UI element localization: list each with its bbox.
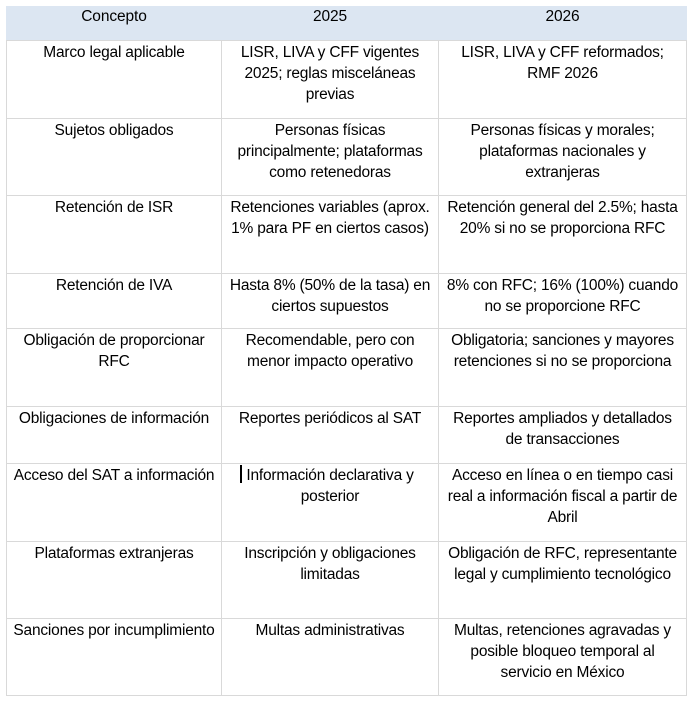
cell-2025[interactable]: Multas administrativas bbox=[222, 618, 439, 695]
comparison-table bbox=[6, 6, 687, 696]
cell-2026[interactable]: Obligatoria; sanciones y mayores retenciones si no se proporciona bbox=[439, 328, 687, 406]
table-body bbox=[7, 40, 687, 695]
cell-2025[interactable]: Personas físicas principalmente; plataformas como retenedoras bbox=[222, 118, 439, 195]
cell-concepto[interactable]: Obligación de proporcionar RFC bbox=[7, 328, 222, 406]
cell-concepto[interactable]: Acceso del SAT a información bbox=[7, 463, 222, 541]
text-cursor bbox=[240, 465, 242, 483]
table-header bbox=[7, 6, 687, 40]
table-row bbox=[7, 463, 687, 541]
table-row bbox=[7, 541, 687, 618]
cell-2026[interactable]: Personas físicas y morales; plataformas nacionales y extranjeras bbox=[439, 118, 687, 195]
cell-2025[interactable]: Retenciones variables (aprox. 1% para PF en ciertos casos) bbox=[222, 195, 439, 273]
cell-2026[interactable]: LISR, LIVA y CFF reformados; RMF 2026 bbox=[439, 40, 687, 118]
cell-2025[interactable]: Información declarativa y posterior bbox=[222, 463, 439, 541]
table-row bbox=[7, 195, 687, 273]
cell-2026[interactable]: Acceso en línea o en tiempo casi real a información fiscal a partir de Abril bbox=[439, 463, 687, 541]
cell-concepto[interactable]: Retención de IVA bbox=[7, 273, 222, 328]
cell-2026[interactable]: Reportes ampliados y detallados de transacciones bbox=[439, 406, 687, 463]
cell-2026[interactable]: Multas, retenciones agravadas y posible bloqueo temporal al servicio en México bbox=[439, 618, 687, 695]
table-row bbox=[7, 118, 687, 195]
cell-2026[interactable]: Obligación de RFC, representante legal y cumplimiento tecnológico bbox=[439, 541, 687, 618]
table-row bbox=[7, 273, 687, 328]
header-2025[interactable]: 2025 bbox=[222, 6, 439, 40]
cell-2025[interactable]: Inscripción y obligaciones limitadas bbox=[222, 541, 439, 618]
cell-concepto[interactable]: Sanciones por incumplimiento bbox=[7, 618, 222, 695]
cell-2025[interactable]: Reportes periódicos al SAT bbox=[222, 406, 439, 463]
cell-2026[interactable]: Retención general del 2.5%; hasta 20% si no se proporciona RFC bbox=[439, 195, 687, 273]
cell-2026[interactable]: 8% con RFC; 16% (100%) cuando no se proporcione RFC bbox=[439, 273, 687, 328]
cell-concepto[interactable]: Sujetos obligados bbox=[7, 118, 222, 195]
cell-2025[interactable]: Hasta 8% (50% de la tasa) en ciertos supuestos bbox=[222, 273, 439, 328]
header-2026[interactable]: 2026 bbox=[439, 6, 687, 40]
header-row bbox=[7, 6, 687, 40]
cell-concepto[interactable]: Retención de ISR bbox=[7, 195, 222, 273]
table-row bbox=[7, 406, 687, 463]
header-concepto[interactable]: Concepto bbox=[7, 6, 222, 40]
cell-2025[interactable]: Recomendable, pero con menor impacto operativo bbox=[222, 328, 439, 406]
cell-concepto[interactable]: Obligaciones de información bbox=[7, 406, 222, 463]
table-row bbox=[7, 618, 687, 695]
table-row bbox=[7, 328, 687, 406]
cell-2025[interactable]: LISR, LIVA y CFF vigentes 2025; reglas misceláneas previas bbox=[222, 40, 439, 118]
cell-concepto[interactable]: Marco legal aplicable bbox=[7, 40, 222, 118]
cell-concepto[interactable]: Plataformas extranjeras bbox=[7, 541, 222, 618]
table-row bbox=[7, 40, 687, 118]
